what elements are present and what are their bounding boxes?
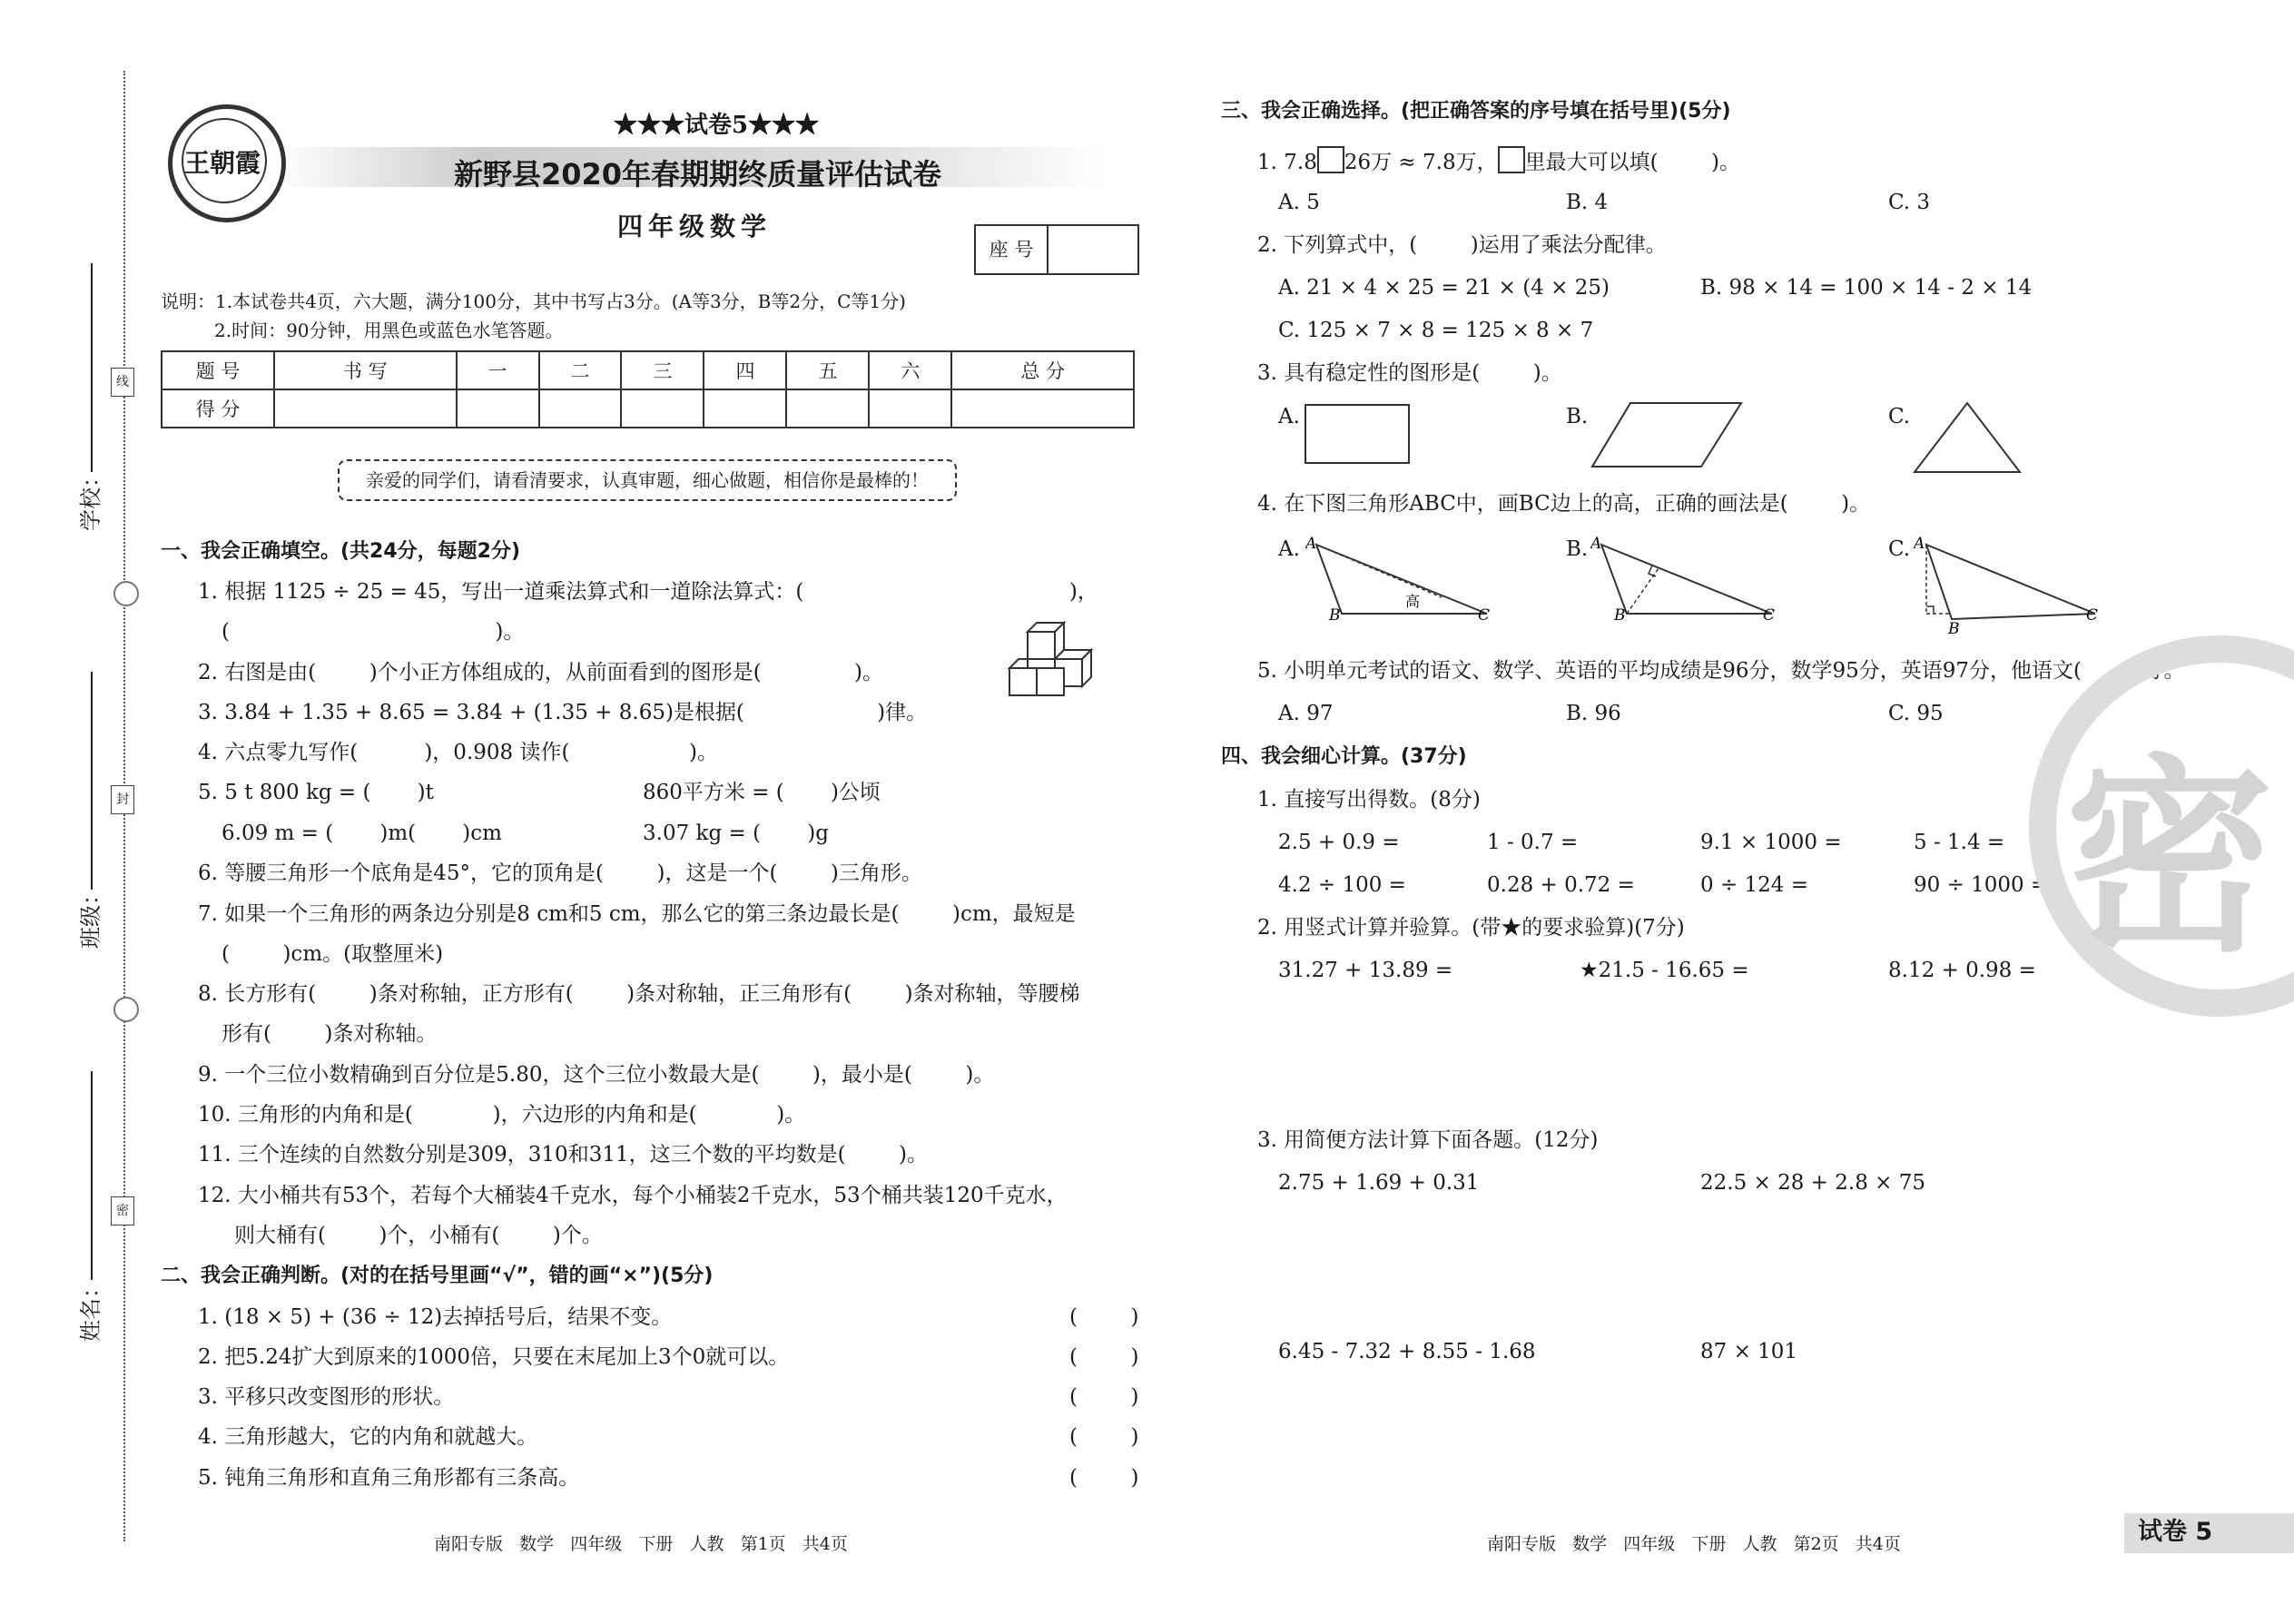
simplify-calc-3[interactable]: 6.45 - 7.32 + 8.55 - 1.68 [1278,1340,1536,1363]
svg-text:C: C [2086,606,2099,625]
q3-text[interactable]: 3. 3.84 + 1.35 + 8.65 = 3.84 + (1.35 + 8.65)是根据( )律。 [198,701,928,724]
q8-line2[interactable]: 形有( )条对称轴。 [222,1022,438,1046]
q11-text[interactable]: 11. 三个连续的自然数分别是309，310和311，这三个数的平均数是( )。 [198,1143,929,1166]
name-write-line[interactable] [91,1071,93,1280]
choice-q4[interactable]: 4. 在下图三角形ABC中，画BC边上的高，正确的画法是( )。 [1257,492,1871,516]
footer-left: 南阳专版 数学 四年级 下册 人教 第1页 共4页 [434,1534,848,1554]
q5-option-c[interactable]: C. 95 [1888,702,1944,725]
q1-option-a[interactable]: A. 5 [1278,191,1320,214]
vertical-calc-2[interactable]: ★21.5 - 16.65 = [1580,959,1749,982]
triangle-abc-option-a [1305,534,1501,620]
judge-blank-4[interactable]: ( ) [1069,1425,1139,1449]
q7-line1[interactable]: 7. 如果一个三角形的两条边分别是8 cm和5 cm，那么它的第三条边最长是( )cm，最短是 [198,902,1076,926]
svg-text:高: 高 [1405,593,1421,610]
section4-title: 四、我会细心计算。(37分) [1221,745,1467,768]
mental-calc-3[interactable]: 9.1 × 1000 = [1700,831,1842,854]
q12-line2[interactable]: 则大桶有( )个，小桶有( )个。 [234,1224,603,1247]
q5-a[interactable]: 5. 5 t 800 kg = ( )t [198,781,434,804]
choice-q2[interactable]: 2. 下列算式中，( )运用了乘法分配律。 [1257,233,1667,257]
q8-line1[interactable]: 8. 长方形有( )条对称轴，正方形有( )条对称轴，正三角形有( )条对称轴，等腰梯 [198,982,1080,1006]
q5-option-b[interactable]: B. 96 [1566,702,1621,725]
svg-text:C: C [1478,606,1491,620]
exam-note-1: 说明：1.本试卷共4页，六大题，满分100分，其中书写占3分。(A等3分，B等2分，C等1分) [161,290,906,312]
mental-calc-4[interactable]: 5 - 1.4 = [1914,831,2005,854]
judge-blank-1[interactable]: ( ) [1069,1305,1139,1329]
mental-calc-6[interactable]: 0.28 + 0.72 = [1487,873,1635,897]
calc-part3-title: 3. 用简便方法计算下面各题。(12分) [1257,1128,1599,1152]
q2-text[interactable]: 2. 右图是由( )个小正方体组成的，从前面看到的图形是( )。 [198,661,883,684]
q2-option-a[interactable]: A. 21 × 4 × 25 = 21 × (4 × 25) [1278,276,1610,300]
q3-option-b[interactable]: B. [1566,405,1589,428]
q3-option-a[interactable]: A. [1278,405,1300,428]
svg-text:B: B [1614,606,1626,620]
triangle-shape [1911,399,2024,477]
watermark-char: 密 [2065,738,2275,980]
q10-text[interactable]: 10. 三角形的内角和是( )，六边形的内角和是( )。 [198,1103,806,1127]
q1-line1[interactable]: 1. 根据 1125 ÷ 25 = 45，写出一道乘法算式和一道除法算式：( )， [198,580,1098,604]
simplify-calc-2[interactable]: 22.5 × 28 + 2.8 × 75 [1700,1171,1926,1195]
q5-b[interactable]: 860平方米 = ( )公顷 [643,781,881,804]
page-title: 新野县2020年春期期终质量评估试卷 [454,157,942,192]
vertical-calc-3[interactable]: 8.12 + 0.98 = [1888,959,2036,982]
q4-option-a[interactable]: A. [1278,537,1300,561]
section3-title: 三、我会正确选择。(把正确答案的序号填在括号里)(5分) [1221,100,1731,123]
simplify-calc-4[interactable]: 87 × 101 [1700,1340,1798,1363]
calc-part2-title: 2. 用竖式计算并验算。(带★的要求验算)(7分) [1257,916,1685,940]
name-label: 姓名： [78,1276,103,1342]
triangle-abc-option-b [1590,534,1786,620]
svg-text:A: A [1590,535,1602,553]
brand-logo: 王朝霞 [168,104,286,222]
footer-right: 南阳专版 数学 四年级 下册 人教 第2页 共4页 [1487,1534,1901,1554]
rectangle-shape [1304,403,1413,467]
section1-title: 一、我会正确填空。(共24分，每题2分) [161,540,521,563]
judge-blank-5[interactable]: ( ) [1069,1466,1139,1490]
judge-blank-3[interactable]: ( ) [1069,1385,1139,1409]
vertical-calc-1[interactable]: 31.27 + 13.89 = [1278,959,1453,982]
q1-option-b[interactable]: B. 4 [1566,191,1609,214]
choice-q3[interactable]: 3. 具有稳定性的图形是( )。 [1257,361,1562,385]
section2-title: 二、我会正确判断。(对的在括号里画“√”，错的画“×”)(5分) [161,1265,714,1287]
mental-calc-1[interactable]: 2.5 + 0.9 = [1278,831,1400,854]
q2-option-b[interactable]: B. 98 × 14 = 100 × 14 - 2 × 14 [1700,276,2033,300]
encouragement-box: 亲爱的同学们，请看清要求，认真审题，细心做题，相信你是最棒的！ [338,459,957,501]
q4-option-b[interactable]: B. [1566,537,1589,561]
digit-box [1498,146,1525,173]
class-label: 班级： [78,883,103,949]
choice-q5[interactable]: 5. 小明单元考试的语文、数学、英语的平均成绩是96分，数学95分，英语97分，他语文( )分。 [1257,659,2185,683]
exam-note-2: 2.时间：90分钟，用黑色或蓝色水笔答题。 [214,320,564,341]
seat-number-box[interactable]: 座 号 [974,224,1139,275]
judge-item-3: 3. 平移只改变图形的形状。 [198,1385,455,1409]
score-table: 题 号 书 写 一 二 三 四 五 六 总 分 得 分 [161,350,1135,428]
q12-line1[interactable]: 12. 大小桶共有53个，若每个大桶装4千克水，每个小桶装2千克水，53个桶共装120千克水， [198,1184,1068,1207]
q2-option-c[interactable]: C. 125 × 7 × 8 = 125 × 8 × 7 [1278,319,1594,342]
calc-part1-title: 1. 直接写出得数。(8分) [1257,788,1481,812]
svg-text:A: A [1914,535,1925,553]
binding-hole-icon [113,581,139,606]
seal-mark-feng: 封 [111,785,134,814]
judge-item-2: 2. 把5.24扩大到原来的1000倍，只要在末尾加上3个0就可以。 [198,1345,790,1369]
q4-option-c[interactable]: C. [1888,537,1911,561]
seal-mark-xian: 线 [111,368,134,397]
mental-calc-5[interactable]: 4.2 ÷ 100 = [1278,873,1406,897]
triangle-abc-option-c [1914,534,2109,634]
school-label: 学校： [78,466,103,531]
svg-text:A: A [1305,535,1317,553]
digit-box [1317,146,1344,173]
q7-line2[interactable]: ( )cm。(取整厘米) [222,942,444,966]
judge-blank-2[interactable]: ( ) [1069,1345,1139,1369]
q5-d[interactable]: 3.07 kg = ( )g [643,822,829,845]
subject-title: 四年级数学 [617,212,773,241]
q5-c[interactable]: 6.09 m = ( )m( )cm [222,822,502,845]
mental-calc-7[interactable]: 0 ÷ 124 = [1700,873,1809,897]
q3-option-c[interactable]: C. [1888,405,1911,428]
svg-text:B: B [1948,620,1960,634]
paper-number: ★★★试卷5★★★ [614,112,820,139]
paper-badge: 试卷 5 [2138,1518,2213,1546]
school-write-line[interactable] [91,263,93,472]
q1-line2[interactable]: ( )。 [222,620,525,644]
parallelogram-shape [1590,399,1745,472]
svg-text:B: B [1329,606,1341,620]
binding-hole-icon [113,997,139,1022]
class-write-line[interactable] [91,672,93,890]
choice-q1[interactable]: 1. 7.8 26万 ≈ 7.8万， 里最大可以填( )。 [1257,146,1740,173]
mental-calc-2[interactable]: 1 - 0.7 = [1487,831,1579,854]
seal-mark-mi: 密 [111,1196,134,1225]
svg-text:C: C [1763,606,1776,620]
q5-option-a[interactable]: A. 97 [1278,702,1334,725]
judge-item-5: 5. 钝角三角形和直角三角形都有三条高。 [198,1466,580,1490]
judge-item-4: 4. 三角形越大，它的内角和就越大。 [198,1425,538,1449]
q6-text[interactable]: 6. 等腰三角形一个底角是45°，它的顶角是( )，这是一个( )三角形。 [198,861,922,885]
judge-item-1: 1. (18 × 5) + (36 ÷ 12)去掉括号后，结果不变。 [198,1305,673,1329]
q1-option-c[interactable]: C. 3 [1888,191,1931,214]
mental-calc-8[interactable]: 90 ÷ 1000 = [1914,873,2049,897]
cube-figure [1008,615,1108,706]
q9-text[interactable]: 9. 一个三位小数精确到百分位是5.80，这个三位小数最大是( )，最小是( )。 [198,1063,995,1087]
simplify-calc-1[interactable]: 2.75 + 1.69 + 0.31 [1278,1171,1480,1195]
q4-text[interactable]: 4. 六点零九写作( )，0.908 读作( )。 [198,741,719,764]
